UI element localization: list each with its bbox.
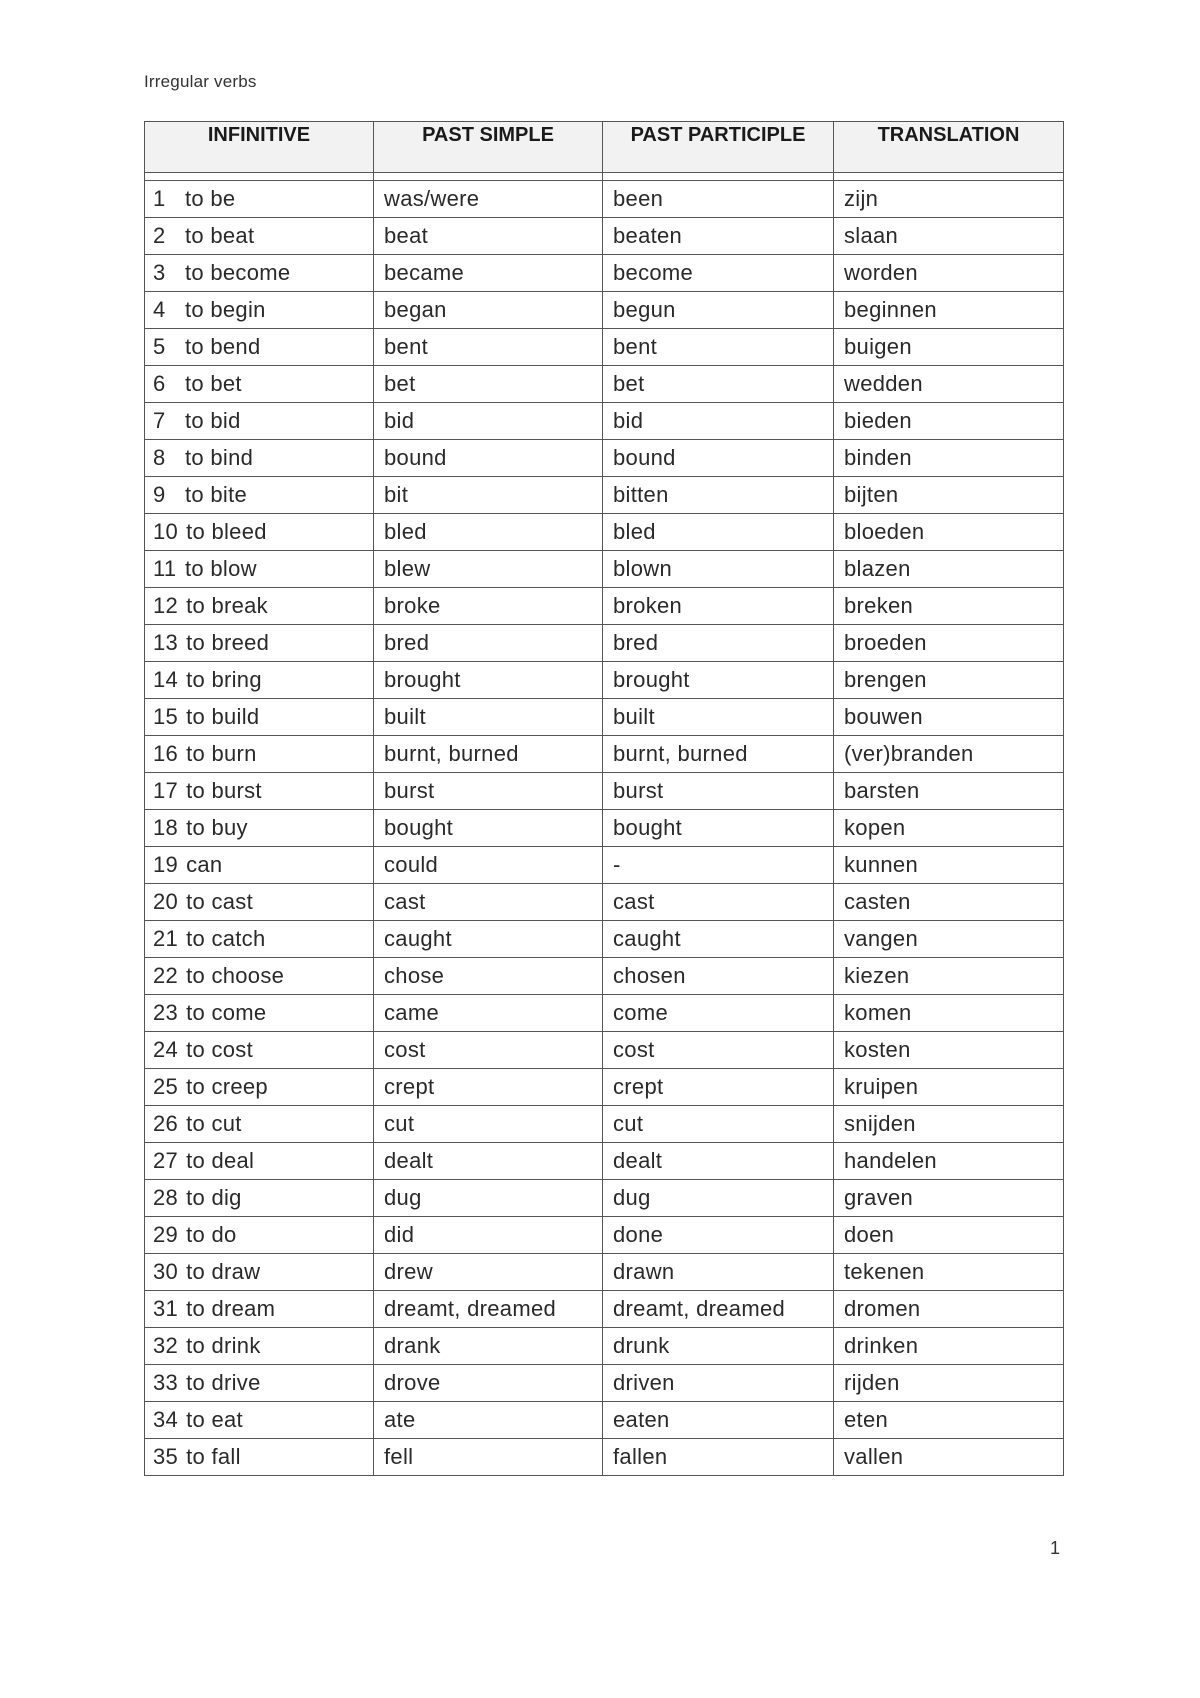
translation-cell: tekenen [834,1254,1064,1291]
infinitive-cell [145,662,374,699]
table-row [145,477,1064,514]
past-participle-cell: dug [603,1180,834,1217]
past-simple-cell: blew [374,551,603,588]
past-simple-cell: dealt [374,1143,603,1180]
past-simple-cell: bent [374,329,603,366]
table-row [145,588,1064,625]
table-row [145,958,1064,995]
infinitive-text: to dig [186,1185,242,1210]
past-participle-cell: burnt, burned [603,736,834,773]
past-participle-cell: bought [603,810,834,847]
row-number: 2 [153,223,166,248]
translation-cell: slaan [834,218,1064,255]
infinitive-text: to cut [186,1111,242,1136]
past-participle-cell: driven [603,1365,834,1402]
row-number: 34 [153,1407,179,1432]
table-row [145,1106,1064,1143]
table-row [145,1032,1064,1069]
row-number: 23 [153,1000,179,1025]
column-header-translation: TRANSLATION [834,122,1064,173]
row-number: 3 [153,260,166,285]
past-participle-cell: bound [603,440,834,477]
infinitive-cell [145,1217,374,1254]
infinitive-cell [145,625,374,662]
translation-cell: barsten [834,773,1064,810]
row-number: 17 [153,778,179,803]
spacer-cell [834,173,1064,181]
infinitive-cell [145,1365,374,1402]
past-simple-cell: dreamt, dreamed [374,1291,603,1328]
irregular-verbs-table [144,121,1064,1476]
table-row [145,662,1064,699]
infinitive-text: to build [186,704,260,729]
infinitive-cell [145,1032,374,1069]
infinitive-cell [145,255,374,292]
row-number: 32 [153,1333,179,1358]
translation-cell: kruipen [834,1069,1064,1106]
past-participle-cell: eaten [603,1402,834,1439]
table-row [145,403,1064,440]
past-simple-cell: dug [374,1180,603,1217]
infinitive-cell [145,403,374,440]
infinitive-text: to break [186,593,268,618]
translation-cell: vangen [834,921,1064,958]
translation-cell: komen [834,995,1064,1032]
past-participle-cell: bled [603,514,834,551]
translation-cell: wedden [834,366,1064,403]
past-participle-cell: dealt [603,1143,834,1180]
past-participle-cell: bitten [603,477,834,514]
row-number: 6 [153,371,166,396]
translation-cell: bouwen [834,699,1064,736]
infinitive-text: to dream [186,1296,276,1321]
table-row [145,921,1064,958]
table-row [145,329,1064,366]
row-number: 4 [153,297,166,322]
table-row [145,218,1064,255]
translation-cell: broeden [834,625,1064,662]
infinitive-cell [145,1254,374,1291]
infinitive-text: to come [186,1000,267,1025]
infinitive-cell [145,1402,374,1439]
infinitive-text: to beat [185,223,255,248]
infinitive-cell [145,736,374,773]
table-header [145,122,1064,173]
infinitive-text: to bend [185,334,261,359]
infinitive-text: can [186,852,223,877]
past-simple-cell: bought [374,810,603,847]
row-number: 20 [153,889,179,914]
row-number: 7 [153,408,166,433]
infinitive-cell [145,958,374,995]
infinitive-cell [145,477,374,514]
translation-cell: kopen [834,810,1064,847]
translation-cell: breken [834,588,1064,625]
table-row [145,255,1064,292]
infinitive-cell [145,773,374,810]
past-simple-cell: bled [374,514,603,551]
translation-cell: eten [834,1402,1064,1439]
past-simple-cell: cut [374,1106,603,1143]
row-number: 5 [153,334,166,359]
column-header-past-simple: PAST SIMPLE [374,122,603,173]
translation-cell: snijden [834,1106,1064,1143]
translation-cell: kiezen [834,958,1064,995]
infinitive-text: to do [186,1222,237,1247]
past-participle-cell: - [603,847,834,884]
infinitive-text: to be [185,186,236,211]
infinitive-text: to choose [186,963,285,988]
infinitive-cell [145,995,374,1032]
past-participle-cell: bid [603,403,834,440]
past-simple-cell: burnt, burned [374,736,603,773]
translation-cell: kunnen [834,847,1064,884]
row-number: 16 [153,741,179,766]
past-participle-cell: begun [603,292,834,329]
row-number: 14 [153,667,179,692]
translation-cell: beginnen [834,292,1064,329]
past-participle-cell: done [603,1217,834,1254]
translation-cell: drinken [834,1328,1064,1365]
past-participle-cell: chosen [603,958,834,995]
table-row [145,440,1064,477]
infinitive-text: to buy [186,815,248,840]
past-participle-cell: drunk [603,1328,834,1365]
column-header-past-participle: PAST PARTICIPLE [603,122,834,173]
translation-cell: worden [834,255,1064,292]
table-row [145,1328,1064,1365]
row-number: 33 [153,1370,179,1395]
table-row [145,773,1064,810]
past-participle-cell: dreamt, dreamed [603,1291,834,1328]
table-row [145,292,1064,329]
past-simple-cell: drew [374,1254,603,1291]
infinitive-text: to become [185,260,291,285]
past-simple-cell: crept [374,1069,603,1106]
infinitive-text: to fall [186,1444,241,1469]
translation-cell: rijden [834,1365,1064,1402]
translation-cell: zijn [834,181,1064,218]
row-number: 12 [153,593,179,618]
past-simple-cell: drank [374,1328,603,1365]
row-number: 11 [153,556,177,581]
infinitive-text: to begin [185,297,266,322]
infinitive-cell [145,699,374,736]
spacer-cell [603,173,834,181]
row-number: 27 [153,1148,179,1173]
translation-cell: buigen [834,329,1064,366]
row-number: 13 [153,630,179,655]
infinitive-text: to bid [185,408,241,433]
infinitive-text: to bet [185,371,242,396]
past-simple-cell: beat [374,218,603,255]
table-row [145,699,1064,736]
past-simple-cell: bound [374,440,603,477]
table-row [145,1365,1064,1402]
translation-cell: binden [834,440,1064,477]
past-simple-cell: drove [374,1365,603,1402]
infinitive-cell [145,181,374,218]
row-number: 21 [153,926,179,951]
past-simple-cell: bet [374,366,603,403]
infinitive-text: to eat [186,1407,243,1432]
past-simple-cell: chose [374,958,603,995]
row-number: 31 [153,1296,179,1321]
past-participle-cell: come [603,995,834,1032]
table-row [145,551,1064,588]
infinitive-cell [145,1439,374,1476]
table-row [145,514,1064,551]
row-number: 28 [153,1185,179,1210]
past-participle-cell: fallen [603,1439,834,1476]
infinitive-text: to bite [185,482,248,507]
row-number: 26 [153,1111,179,1136]
infinitive-cell [145,514,374,551]
infinitive-cell [145,1328,374,1365]
table-row [145,1291,1064,1328]
past-participle-cell: cost [603,1032,834,1069]
infinitive-text: to draw [186,1259,261,1284]
table-row [145,995,1064,1032]
spacer-cell [145,173,374,181]
infinitive-text: to cost [186,1037,253,1062]
table-row [145,1069,1064,1106]
past-simple-cell: became [374,255,603,292]
row-number: 1 [153,186,166,211]
past-participle-cell: bet [603,366,834,403]
past-simple-cell: came [374,995,603,1032]
translation-cell: brengen [834,662,1064,699]
row-number: 9 [153,482,166,507]
infinitive-text: to bring [186,667,262,692]
past-simple-cell: bred [374,625,603,662]
spacer-cell [374,173,603,181]
infinitive-cell [145,292,374,329]
row-number: 29 [153,1222,179,1247]
row-number: 8 [153,445,166,470]
infinitive-cell [145,218,374,255]
infinitive-text: to breed [186,630,270,655]
past-participle-cell: bred [603,625,834,662]
infinitive-text: to burst [186,778,262,803]
infinitive-text: to bleed [186,519,267,544]
table-row [145,1439,1064,1476]
infinitive-text: to cast [186,889,253,914]
past-simple-cell: was/were [374,181,603,218]
table-header-row [145,122,1064,173]
past-simple-cell: brought [374,662,603,699]
row-number: 35 [153,1444,179,1469]
translation-cell: handelen [834,1143,1064,1180]
past-participle-cell: drawn [603,1254,834,1291]
row-number: 22 [153,963,179,988]
past-simple-cell: cost [374,1032,603,1069]
infinitive-cell [145,1106,374,1143]
translation-cell: blazen [834,551,1064,588]
past-participle-cell: built [603,699,834,736]
header-spacer-row [145,173,1064,181]
past-participle-cell: blown [603,551,834,588]
table-row [145,847,1064,884]
past-participle-cell: beaten [603,218,834,255]
translation-cell: vallen [834,1439,1064,1476]
past-simple-cell: did [374,1217,603,1254]
translation-cell: (ver)branden [834,736,1064,773]
row-number: 19 [153,852,179,877]
table-row [145,810,1064,847]
infinitive-cell [145,1180,374,1217]
row-number: 25 [153,1074,179,1099]
infinitive-cell [145,588,374,625]
translation-cell: dromen [834,1291,1064,1328]
infinitive-text: to drink [186,1333,261,1358]
table-row [145,1180,1064,1217]
past-simple-cell: built [374,699,603,736]
translation-cell: bijten [834,477,1064,514]
past-participle-cell: become [603,255,834,292]
infinitive-cell [145,1143,374,1180]
past-participle-cell: broken [603,588,834,625]
past-simple-cell: bid [374,403,603,440]
past-participle-cell: cut [603,1106,834,1143]
table-row [145,884,1064,921]
infinitive-text: to creep [186,1074,268,1099]
past-simple-cell: caught [374,921,603,958]
translation-cell: graven [834,1180,1064,1217]
past-simple-cell: fell [374,1439,603,1476]
infinitive-cell [145,1291,374,1328]
infinitive-text: to bind [185,445,254,470]
past-participle-cell: been [603,181,834,218]
document-header: Irregular verbs [144,72,257,91]
past-simple-cell: broke [374,588,603,625]
past-simple-cell: cast [374,884,603,921]
past-participle-cell: caught [603,921,834,958]
infinitive-cell [145,440,374,477]
past-participle-cell: crept [603,1069,834,1106]
row-number: 15 [153,704,179,729]
past-participle-cell: brought [603,662,834,699]
row-number: 30 [153,1259,179,1284]
past-simple-cell: ate [374,1402,603,1439]
infinitive-text: to burn [186,741,257,766]
row-number: 18 [153,815,179,840]
infinitive-text: to drive [186,1370,261,1395]
translation-cell: casten [834,884,1064,921]
table-body [145,173,1064,1476]
table-row [145,366,1064,403]
past-simple-cell: began [374,292,603,329]
table-row [145,1254,1064,1291]
past-simple-cell: bit [374,477,603,514]
infinitive-text: to deal [186,1148,255,1173]
table-row [145,1143,1064,1180]
past-participle-cell: cast [603,884,834,921]
translation-cell: bloeden [834,514,1064,551]
table-row [145,625,1064,662]
infinitive-cell [145,810,374,847]
table-row [145,1217,1064,1254]
row-number: 10 [153,519,179,544]
translation-cell: kosten [834,1032,1064,1069]
infinitive-cell [145,366,374,403]
column-header-infinitive: INFINITIVE [145,122,374,173]
past-participle-cell: burst [603,773,834,810]
infinitive-cell [145,847,374,884]
infinitive-text: to blow [185,556,257,581]
page-number: 1 [1050,1538,1061,1558]
infinitive-cell [145,551,374,588]
infinitive-cell [145,884,374,921]
infinitive-cell [145,1069,374,1106]
infinitive-cell [145,329,374,366]
table-row [145,736,1064,773]
past-simple-cell: burst [374,773,603,810]
past-participle-cell: bent [603,329,834,366]
table-row [145,1402,1064,1439]
translation-cell: bieden [834,403,1064,440]
table-row [145,181,1064,218]
infinitive-text: to catch [186,926,266,951]
past-simple-cell: could [374,847,603,884]
infinitive-cell [145,921,374,958]
translation-cell: doen [834,1217,1064,1254]
row-number: 24 [153,1037,179,1062]
